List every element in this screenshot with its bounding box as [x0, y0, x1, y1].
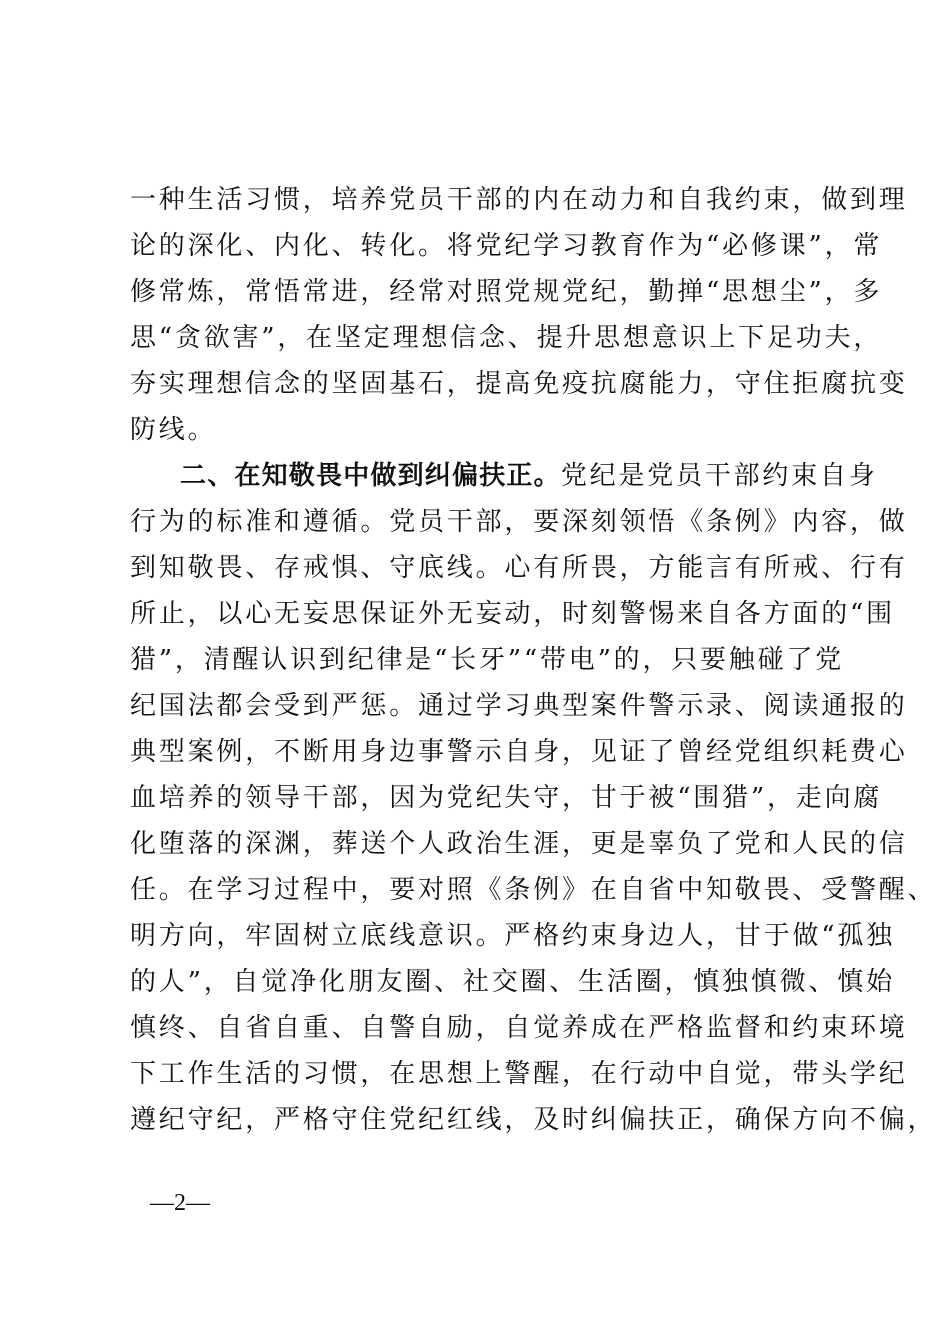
body-line-1: 一种生活习惯，培养党员干部的内在动力和自我约束，做到理: [130, 185, 908, 215]
body-line-12: 纪国法都会受到严惩。通过学习典型案件警示录、阅读通报的: [130, 691, 908, 721]
section-first-line: [180, 453, 878, 499]
body-line-2: 论的深化、内化、转化。将党纪学习教育作为“必修课”，常: [130, 231, 883, 261]
body-line-17: 明方向，牢固树立底线意识。严格约束身边人，甘于做“孤独: [130, 921, 895, 951]
section-first-line-rest: 党纪是党员干部约束自身: [560, 461, 878, 491]
body-line-6: 防线。: [130, 415, 217, 445]
body-line-14: 血培养的领导干部，因为党纪失守，甘于被“围猎”，走向腐: [130, 783, 883, 813]
body-line-18: 的人”，自觉净化朋友圈、社交圈、生活圈，慎独慎微、慎始: [130, 967, 895, 997]
body-line-10: 所止，以心无妄思保证外无妄动，时刻警惕来自各方面的“围: [130, 599, 895, 629]
body-line-13: 典型案例，不断用身边事警示自身，见证了曾经党组织耗费心: [130, 737, 908, 767]
body-line-11: 猎”，清醒认识到纪律是“长牙”“带电”的，只要触碰了党: [130, 645, 845, 675]
body-line-19: 慎终、自省自重、自警自励，自觉养成在严格监督和约束环境: [130, 1013, 908, 1043]
body-line-3: 修常炼，常悟常进，经常对照党规党纪，勤掸“思想尘”，多: [130, 277, 883, 307]
page-number: —2—: [150, 1190, 210, 1216]
body-line-4: 思“贪欲害”，在坚定理想信念、提升思想意识上下足功夫，: [130, 323, 883, 353]
section-heading: 二、在知敬畏中做到纠偏扶正。: [180, 461, 561, 491]
body-line-21: 遵纪守纪，严格守住党纪红线，及时纠偏扶正，确保方向不偏，: [130, 1105, 937, 1135]
body-line-5: 夯实理想信念的坚固基石，提高免疫抗腐能力，守住拒腐抗变: [130, 369, 908, 399]
body-line-9: 到知敬畏、存戒惧、守底线。心有所畏，方能言有所戒、行有: [130, 553, 908, 583]
body-line-16: 任。在学习过程中，要对照《条例》在自省中知敬畏、受警醒、: [130, 875, 937, 905]
body-line-8: 行为的标准和遵循。党员干部，要深刻领悟《条例》内容，做: [130, 507, 908, 537]
body-line-15: 化堕落的深渊，葬送个人政治生涯，更是辜负了党和人民的信: [130, 829, 908, 859]
body-line-20: 下工作生活的习惯，在思想上警醒，在行动中自觉，带头学纪: [130, 1059, 908, 1089]
